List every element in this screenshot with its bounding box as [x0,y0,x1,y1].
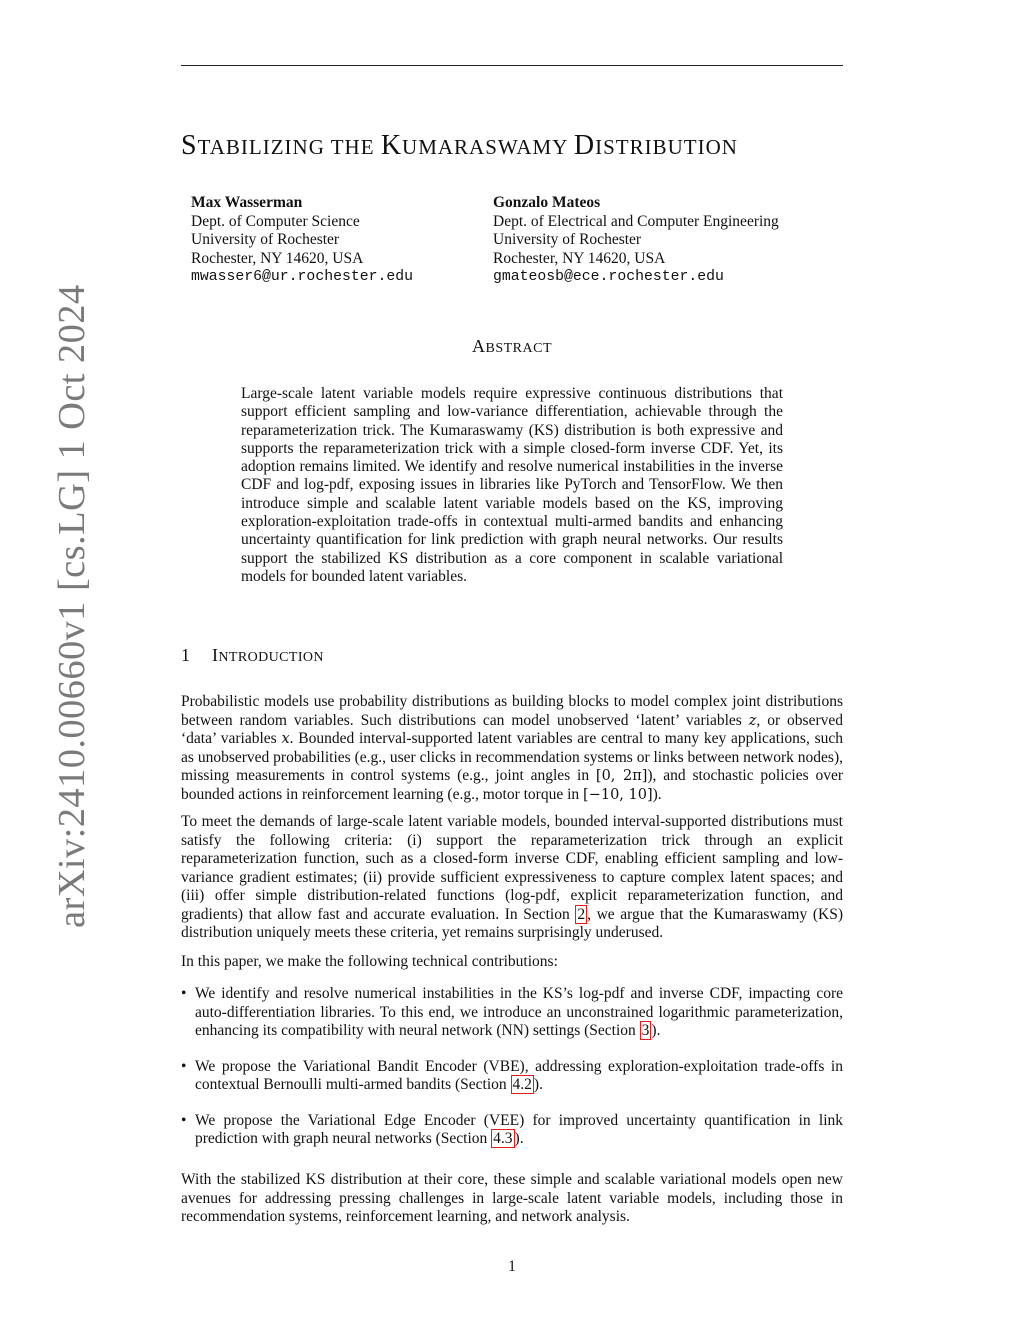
math-interval-torque: [−10, 10] [583,786,653,803]
author-name: Max Wasserman [191,194,303,211]
section-ref-link[interactable]: 4.2 [512,1076,532,1093]
math-x: x [281,731,290,747]
author-dept: Dept. of Electrical and Computer Engineering [493,212,779,230]
intro-paragraph-1: Probabilistic models use probability distributions as building blocks to model complex joint distributions between random variables. Such distributions can model unobserved ‘latent’ variables z, or observed ‘data’ variables x. Bounded interval-supported latent variables are central to many key applications, such as unobserved probabilities (e.g., user clicks in recommendation systems or links between network nodes), missing measurements in control systems (e.g., joint angles in [0, 2π]), and stochastic policies over bounded actions in reinforcement learning (e.g., motor torque in [−10, 10]). [181,693,844,803]
author-block-2 [493,194,779,287]
author-email[interactable]: gmateosb@ece.rochester.edu [493,269,724,285]
author-dept: Dept. of Computer Science [191,212,360,230]
section-ref-link[interactable]: 3 [641,1022,650,1039]
section-ref-link[interactable]: 2 [577,905,586,923]
section-ref-link[interactable]: 4.3 [493,1130,513,1147]
math-z: z [748,712,757,729]
list-item: • We propose the Variational Bandit Encoder (VBE), addressing exploration-exploitation trade-offs in contextual Bernoulli multi-armed bandits (Section 4.2 ). [181,1058,843,1095]
author-block-1 [191,194,413,287]
intro-paragraph-2: To meet the demands of large-scale latent variable models, bounded interval-supported distributions must satisfy the following criteria: (i) support the reparameterization trick through an explicit reparameterization function, such as a closed-form inverse CDF, enabling efficient sampling and low-variance gradient estimates; (ii) provide sufficient expressiveness to capture complex latent spaces; and (iii) offer simple distribution-related functions (log-pdf, explicit reparameterization function, and gradients) that allow fast and accurate evaluation. In Section 2 , we argue that the Kumaraswamy (KS) distribution uniquely meets these criteria, yet remains surprisingly underused. [181,813,843,941]
top-rule [181,65,843,66]
arxiv-sidebar-stamp: arXiv:2410.00660v1 [cs.LG] 1 Oct 2024 [51,284,93,928]
abstract-heading: ABSTRACT [471,336,552,356]
author-email[interactable]: mwasser6@ur.rochester.edu [191,269,413,285]
author-address: Rochester, NY 14620, USA [191,249,364,267]
author-address: Rochester, NY 14620, USA [493,249,666,267]
page-number: 1 [508,1258,516,1275]
section-heading-introduction: 1 INTRODUCTION [181,645,324,665]
intro-paragraph-4: With the stabilized KS distribution at their core, these simple and scalable variational models open new avenues for addressing pressing challenges in large-scale latent variable models, including those in recommendation systems, reinforcement learning, and network analysis. [181,1171,843,1225]
contributions-list [181,985,843,1166]
intro-paragraph-3: In this paper, we make the following technical contributions: [181,953,558,970]
math-interval-angle: [0, 2π] [595,768,648,784]
author-university: University of Rochester [493,231,642,248]
author-university: University of Rochester [191,231,340,248]
abstract-text: Large-scale latent variable models require expressive continuous distributions that support efficient sampling and low-variance differentiation, achievable through the reparameterization trick. The Kumaraswamy (KS) distribution is both expressive and supports the reparameterization trick with a simple closed-form inverse CDF. Yet, its adoption remains limited. We identify and resolve numerical instabilities in the inverse CDF and log-pdf, exposing issues in libraries like PyTorch and TensorFlow. We then introduce simple and scalable latent variable models based on the KS, improving exploration-exploitation trade-offs in contextual multi-armed bandits and enhancing uncertainty quantification for link prediction with graph neural networks. Our results support the stabilized KS distribution as a core component in scalable variational models for bounded latent variables. [241,385,783,585]
author-name: Gonzalo Mateos [493,194,601,211]
list-item: • We propose the Variational Edge Encoder (VEE) for improved uncertainty quantification in link prediction with graph neural networks (Section 4.3 ). [181,1112,843,1149]
list-item: • We identify and resolve numerical instabilities in the KS’s log-pdf and inverse CDF, impacting core auto-differentiation libraries. To this end, we introduce an unconstrained logarithmic parameterization, enhancing its compatibility with neural network (NN) settings (Section 3 ). [181,985,843,1041]
section-number: 1 [181,645,191,665]
paper-title: STABILIZING THE KUMARASWAMY DISTRIBUTION [181,130,738,161]
